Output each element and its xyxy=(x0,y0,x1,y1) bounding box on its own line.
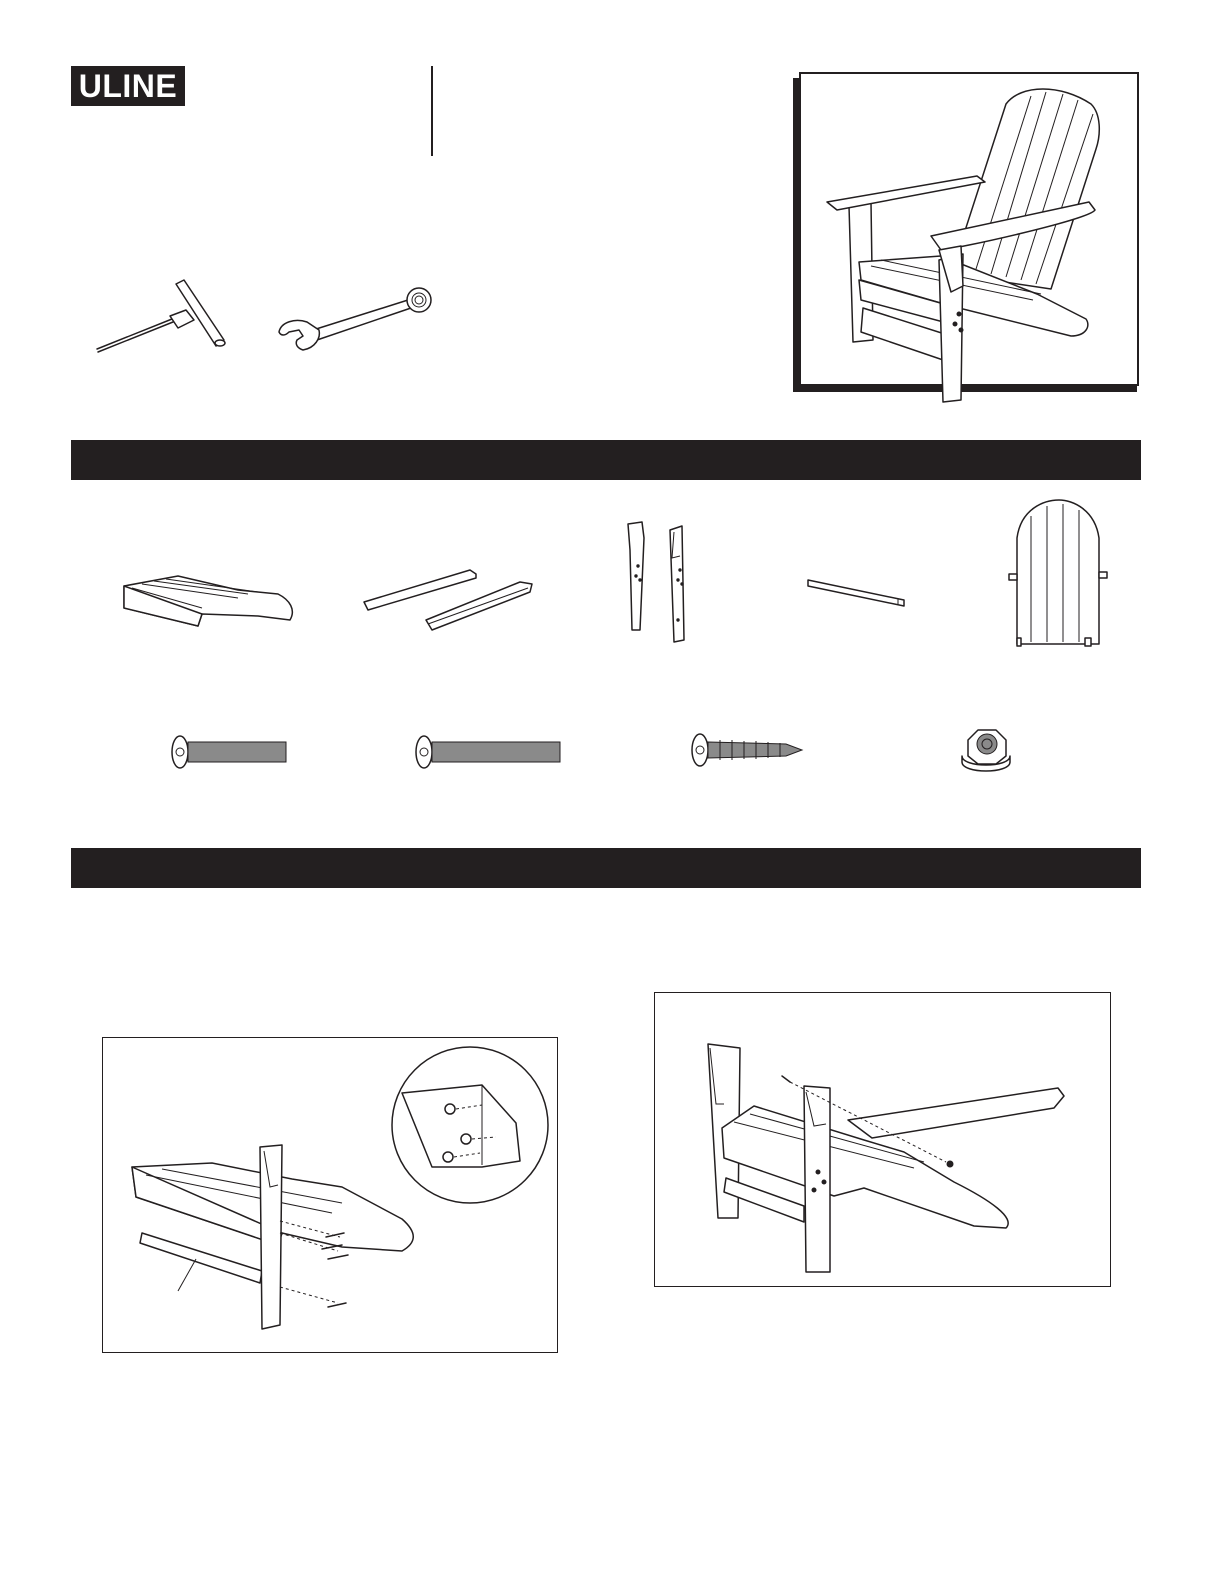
backrest-icon xyxy=(1005,498,1115,652)
step-2-illustration xyxy=(654,992,1111,1287)
support-rod-icon xyxy=(804,570,914,610)
combination-wrench-icon xyxy=(273,286,443,356)
step-1-illustration xyxy=(102,1037,558,1353)
short-bolt-icon xyxy=(170,732,290,772)
armrest-pair-icon xyxy=(360,566,540,636)
long-bolt-icon xyxy=(414,732,564,772)
hex-key-icon xyxy=(94,276,234,356)
wood-screw-icon xyxy=(690,730,810,770)
uline-logo: ULINE xyxy=(71,66,185,106)
front-leg-pair-icon xyxy=(620,520,700,650)
seat-assembly-icon xyxy=(118,572,298,630)
assembled-chair-icon xyxy=(801,74,1137,404)
parts-section-bar xyxy=(71,440,1141,480)
assembly-section-bar xyxy=(71,848,1141,888)
hex-nut-icon xyxy=(956,726,1016,776)
header-divider xyxy=(431,66,433,156)
